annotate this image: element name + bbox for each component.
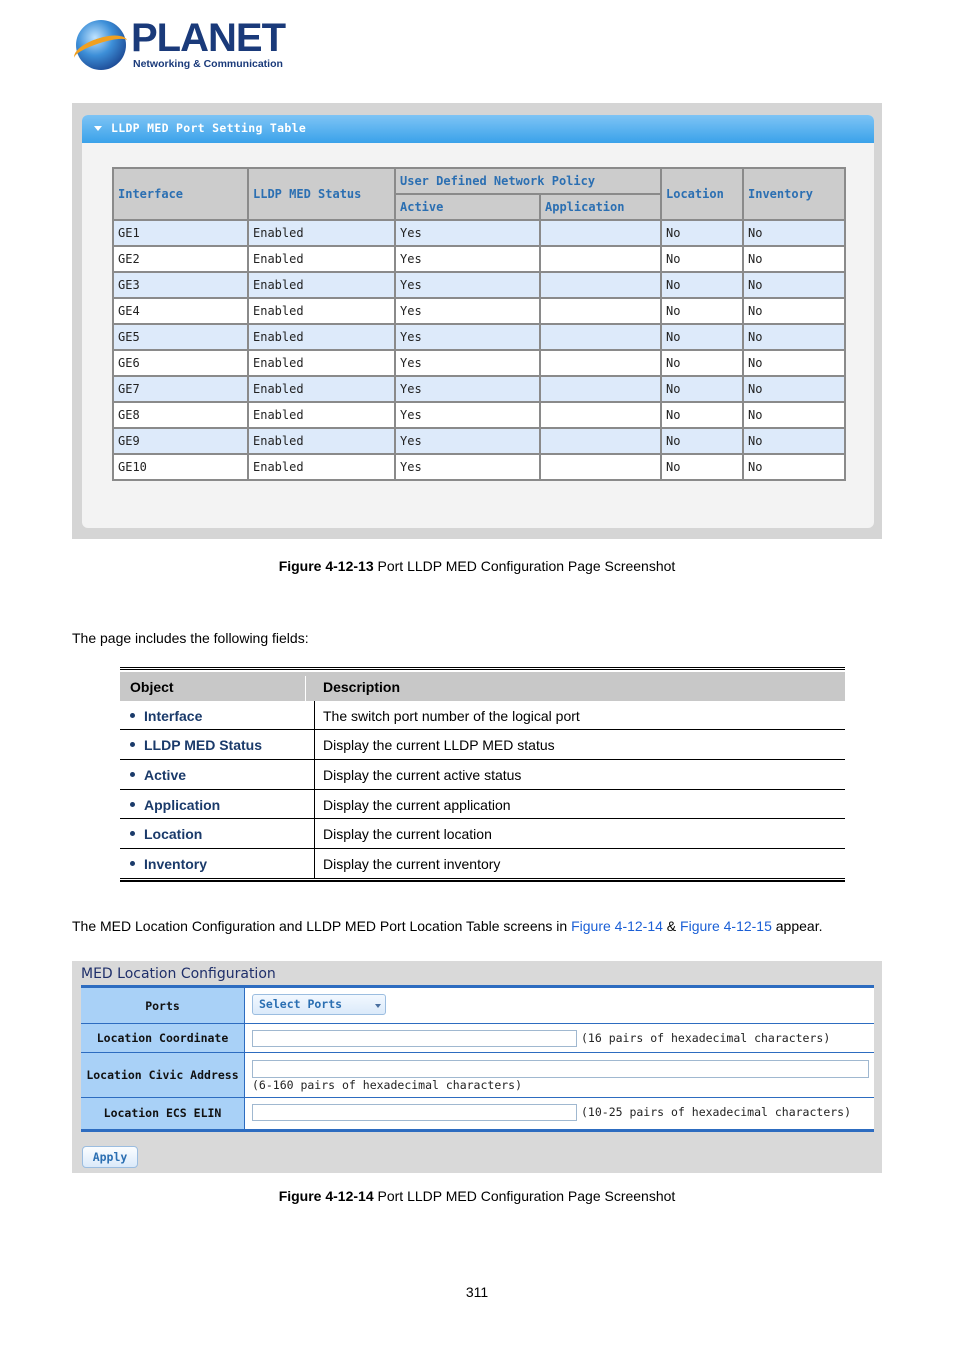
bullet-icon [130,861,135,866]
page-number: 311 [465,1284,489,1300]
cell-application [540,324,661,350]
cell-application [540,350,661,376]
row-divider [245,1097,874,1098]
bullet-icon [130,713,135,718]
header-divider [305,676,306,701]
para-text-mid: & [662,918,681,934]
location-coordinate-hint: (16 pairs of hexadecimal characters) [581,1031,831,1045]
bullet-icon [130,742,135,747]
cell-application [540,272,661,298]
cell-location: No [661,402,743,428]
location-civic-address-input[interactable] [252,1060,869,1078]
object-name [130,826,202,842]
cell-interface: GE3 [113,272,248,298]
cell-status: Enabled [248,298,395,324]
object-description: The switch port number of the logical port [323,708,580,724]
cell-location: No [661,220,743,246]
cell-inventory: No [743,454,845,480]
table-top-rule [120,667,845,670]
table-row [113,454,845,480]
list-item [120,849,845,878]
cell-interface: GE6 [113,350,248,376]
cell-application [540,376,661,402]
cell-status: Enabled [248,324,395,350]
figure1-caption-text: Port LLDP MED Configuration Page Screenshot [373,558,676,574]
cell-status: Enabled [248,376,395,402]
table-row [113,220,845,246]
header-description: Description [323,679,401,695]
cell-inventory: No [743,246,845,272]
cell-active: Yes [395,272,540,298]
table-row [113,402,845,428]
panel-title: LLDP MED Port Setting Table [111,121,307,135]
col-active: Active [395,194,540,220]
table-row [113,298,845,324]
cell-interface: GE5 [113,324,248,350]
figure1-caption-label: Figure 4-12-13 [278,558,374,574]
table-row [113,246,845,272]
cell-interface: GE10 [113,454,248,480]
cell-inventory: No [743,402,845,428]
object-label: LLDP MED Status [144,737,262,753]
cell-application [540,428,661,454]
cell-status: Enabled [248,350,395,376]
col-inventory: Inventory [743,168,845,220]
figure1-caption [0,558,954,574]
cell-status: Enabled [248,220,395,246]
cell-active: Yes [395,350,540,376]
figure2-caption-label: Figure 4-12-14 [278,1188,374,1204]
table-row [113,428,845,454]
cell-location: No [661,324,743,350]
ports-select-value: Select Ports [259,997,343,1011]
cell-active: Yes [395,454,540,480]
logo-brand: PLANET [131,16,285,60]
cell-application [540,402,661,428]
cell-active: Yes [395,402,540,428]
col-location: Location [661,168,743,220]
table-row [113,350,845,376]
object-name [130,708,202,724]
ports-label: Ports [81,988,245,1024]
cell-status: Enabled [248,428,395,454]
location-ecs-elin-hint: (10-25 pairs of hexadecimal characters) [581,1105,852,1119]
cell-status: Enabled [248,246,395,272]
object-description: Display the current location [323,826,492,842]
table-row [113,376,845,402]
location-civic-address-label: Location Civic Address [81,1053,245,1098]
cell-interface: GE7 [113,376,248,402]
object-label: Inventory [144,856,208,872]
object-label: Active [144,767,187,783]
cell-location: No [661,350,743,376]
location-civic-address-hint: (6-160 pairs of hexadecimal characters) [252,1078,523,1092]
cell-interface: GE8 [113,402,248,428]
cell-location: No [661,298,743,324]
cell-application [540,220,661,246]
logo-tagline: Networking & Communication [133,58,283,70]
cell-application [540,246,661,272]
cell-inventory: No [743,298,845,324]
apply-button[interactable]: Apply [82,1146,138,1168]
cell-interface: GE1 [113,220,248,246]
cell-inventory: No [743,220,845,246]
cell-active: Yes [395,324,540,350]
list-item [120,790,845,819]
object-name [130,797,220,813]
collapse-triangle-icon[interactable] [94,126,102,131]
cell-active: Yes [395,376,540,402]
row-divider [245,1023,874,1024]
para-text-before: The MED Location Configuration and LLDP MED Port Location Table screens in [72,918,572,934]
panel-header[interactable] [82,115,874,143]
cell-interface: GE2 [113,246,248,272]
link-figure-4-12-14[interactable]: Figure 4-12-14 [571,918,663,934]
table-row [113,324,845,350]
ports-select[interactable] [252,994,386,1015]
object-description: Display the current inventory [323,856,501,872]
planet-logo [76,16,285,74]
location-coordinate-input[interactable] [252,1030,577,1047]
cell-inventory: No [743,272,845,298]
cell-location: No [661,246,743,272]
row-divider [245,1052,874,1053]
figure2-caption [0,1188,954,1204]
table-row [113,272,845,298]
link-figure-4-12-15[interactable]: Figure 4-12-15 [680,918,772,934]
cell-status: Enabled [248,402,395,428]
chevron-down-icon [375,1004,381,1008]
fields-header-row [120,672,845,701]
list-item [120,730,845,760]
bullet-icon [130,802,135,807]
header-object: Object [130,679,174,695]
location-ecs-elin-label: Location ECS ELIN [81,1098,245,1129]
object-name [130,856,207,872]
figure-reference-paragraph [72,918,822,934]
table-bottom-rule [120,878,845,882]
list-item [120,701,845,730]
object-name [130,737,262,753]
bullet-icon [130,831,135,836]
location-ecs-elin-input[interactable] [252,1104,577,1121]
cell-active: Yes [395,220,540,246]
med-location-config-title: MED Location Configuration [81,966,276,982]
cell-location: No [661,454,743,480]
col-application: Application [540,194,661,220]
object-label: Application [144,797,221,813]
cell-active: Yes [395,428,540,454]
object-label: Interface [144,708,203,724]
cell-inventory: No [743,428,845,454]
cell-application [540,454,661,480]
object-label: Location [144,826,203,842]
cell-status: Enabled [248,454,395,480]
list-item [120,819,845,849]
intro-text: The page includes the following fields: [72,630,309,646]
cell-location: No [661,376,743,402]
col-lldp-med-status: LLDP MED Status [248,168,395,220]
object-description: Display the current LLDP MED status [323,737,555,753]
bullet-icon [130,772,135,777]
cell-location: No [661,272,743,298]
location-coordinate-label: Location Coordinate [81,1024,245,1053]
col-interface: Interface [113,168,248,220]
cell-inventory: No [743,324,845,350]
list-item [120,760,845,790]
cell-interface: GE9 [113,428,248,454]
object-name [130,767,186,783]
col-user-defined-network-policy: User Defined Network Policy [395,168,661,194]
figure2-caption-text: Port LLDP MED Configuration Page Screenshot [373,1188,676,1204]
cell-inventory: No [743,350,845,376]
lldp-med-port-table [112,167,846,481]
cell-active: Yes [395,298,540,324]
cell-active: Yes [395,246,540,272]
cell-status: Enabled [248,272,395,298]
object-description: Display the current active status [323,767,522,783]
cell-inventory: No [743,376,845,402]
cell-interface: GE4 [113,298,248,324]
figure2-screenshot [72,961,882,1173]
cell-application [540,298,661,324]
cell-location: No [661,428,743,454]
para-text-after: appear. [771,918,823,934]
object-description: Display the current application [323,797,511,813]
